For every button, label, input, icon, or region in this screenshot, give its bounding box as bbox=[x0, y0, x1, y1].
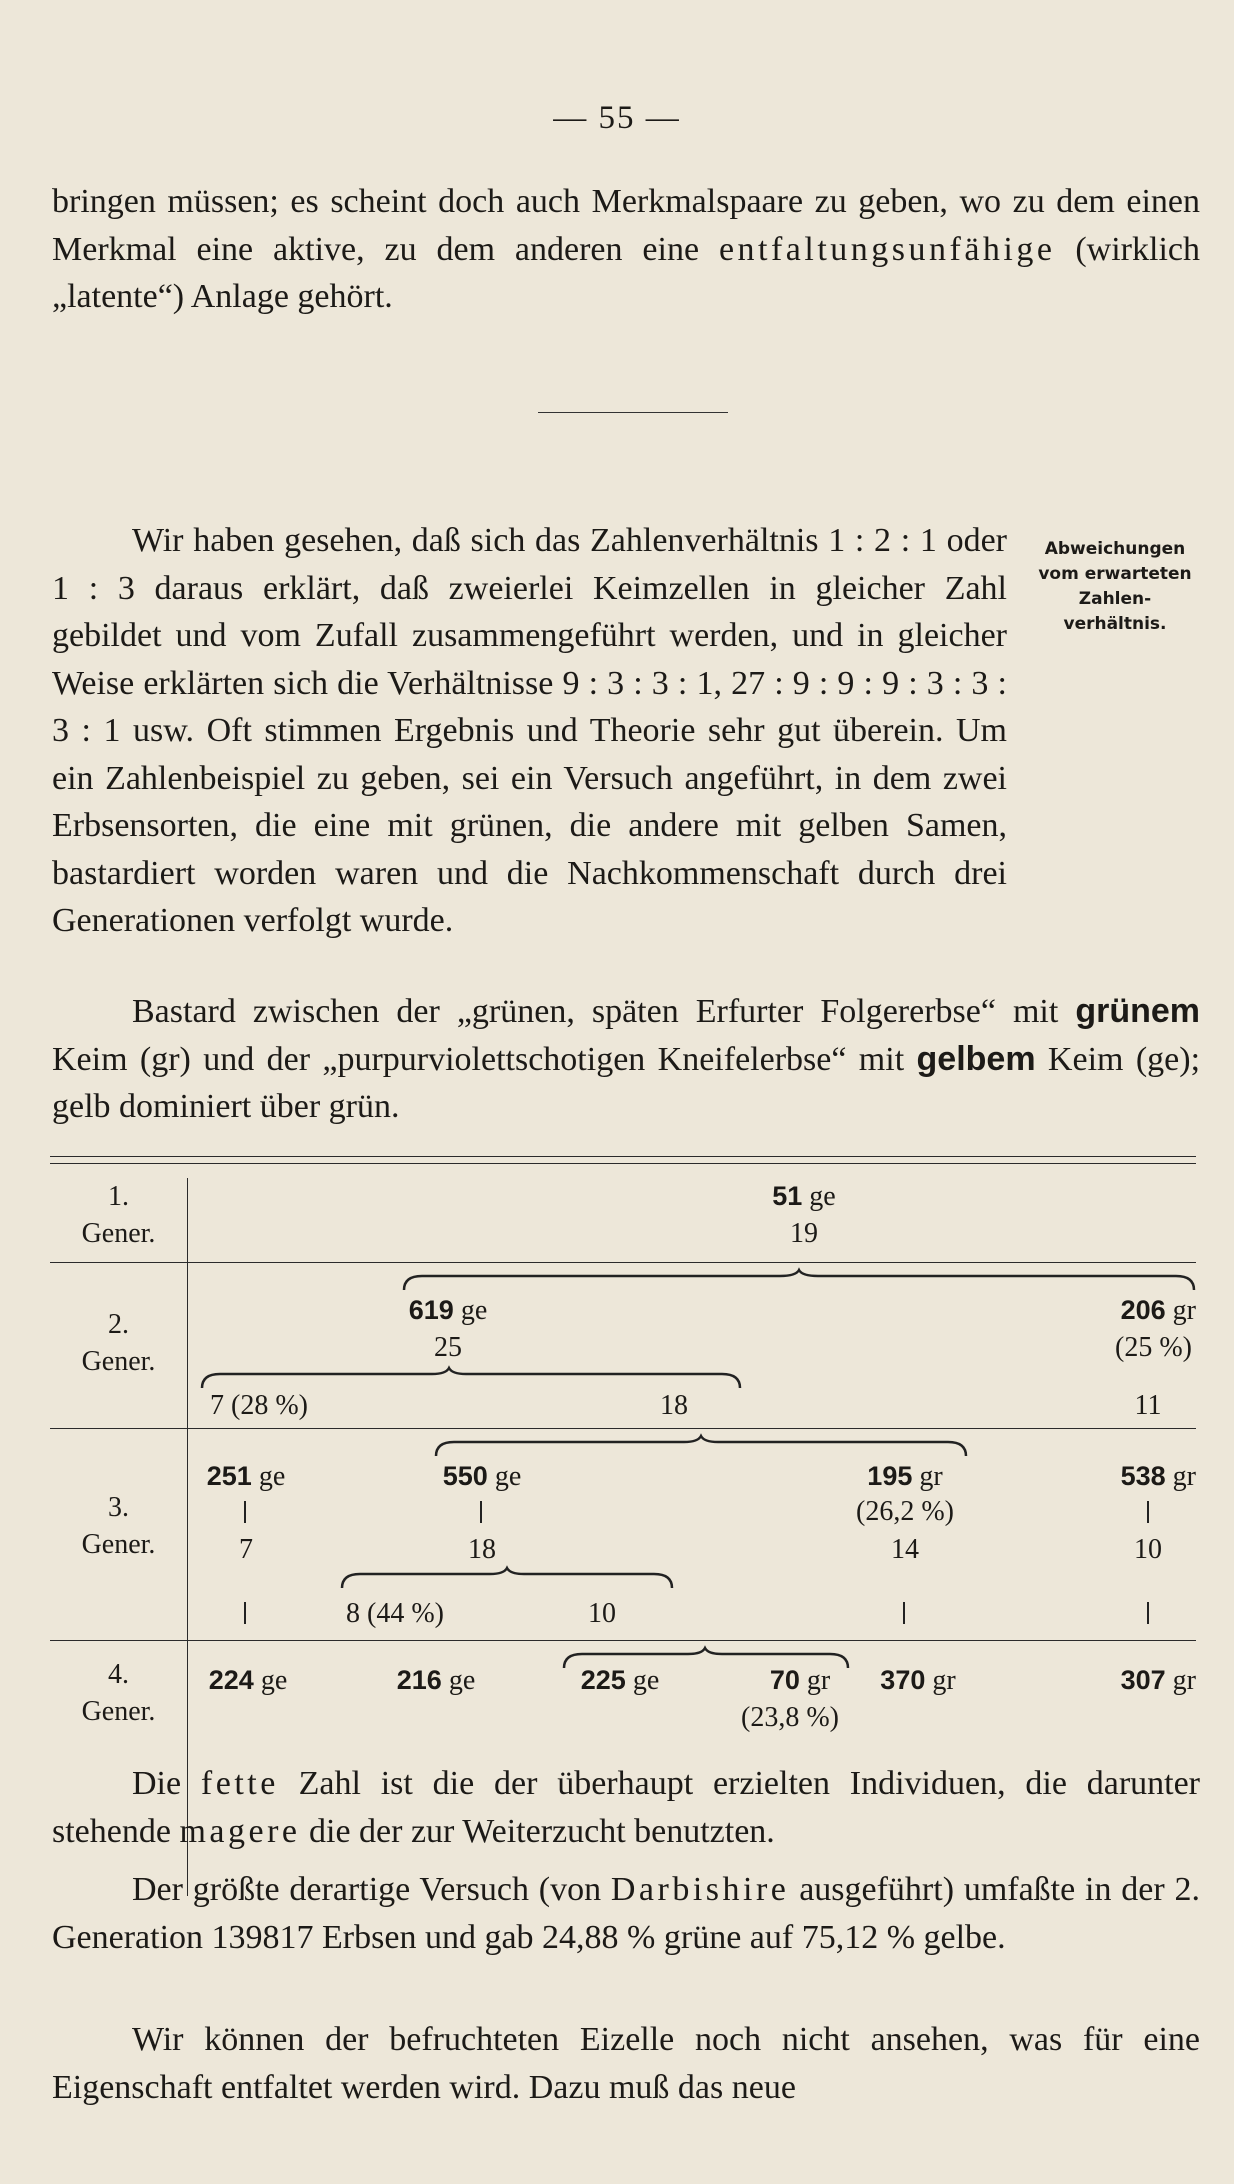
gen3-c3-used: 14 bbox=[891, 1534, 919, 1565]
gen2-gr-count: 206 gr bbox=[1120, 1295, 1196, 1326]
generation-table bbox=[50, 1156, 1196, 1741]
paragraph-legend: Die fette Zahl ist die der überhaupt erzielten Individuen, die darunter stehende magere die der zur Weiterzucht benutzten. bbox=[52, 1765, 1200, 1850]
paragraph-final: Wir können der befruchteten Eizelle noch nicht ansehen, was für eine Eigenschaft entfaltet werden wird. Dazu muß das neue bbox=[52, 2021, 1200, 2106]
gen2-ge-used: 25 bbox=[434, 1332, 462, 1363]
gen4-c2-count: 216 ge bbox=[396, 1665, 476, 1696]
section-divider bbox=[538, 412, 728, 413]
generation-label: 3. Gener. bbox=[81, 1492, 156, 1560]
gen3-c2-used: 18 bbox=[468, 1534, 496, 1565]
lineage-bar bbox=[1147, 1602, 1149, 1624]
bold-word: gelbem bbox=[916, 1039, 1036, 1078]
lineage-bar bbox=[244, 1602, 246, 1624]
lineage-bar bbox=[903, 1602, 905, 1624]
paragraph-ratios: Wir haben gesehen, daß sich das Zahlenverhältnis 1 : 2 : 1 oder 1 : 3 daraus erklärt, daß zweierlei Keimzellen in gleicher Zahl gebildet und vom Zufall zusammengeführt werden, und in gleicher Weise erklärten sich die Verhältnisse 9 : 3 : 3 : 1, 27 : 9 : 9 : 9 : 3 : 3 : 3 : 1 usw. Oft stimmen Ergebnis und Theorie sehr gut überein. Um ein Zahlenbeispiel zu geben, sei ein Versuch angeführt, in dem zwei Erbsensorten, die eine mit grünen, die andere mit gelben Samen, bastardiert worden waren und die Nachkommenschaft durch drei Generationen verfolgt wurde. bbox=[52, 522, 1007, 939]
gen4-c6-count: 307 gr bbox=[1120, 1665, 1196, 1696]
table-rule bbox=[50, 1163, 1196, 1164]
margin-note: Abweichungen vom erwarteten Zahlen- verhältnis. bbox=[1038, 539, 1192, 634]
paragraph-darbishire: Der größte derartige Versuch (von Darbishire ausgeführt) umfaßte in der 2. Generation 139817 Erbsen und gab 24,88 % grüne auf 75,12 % gelbe. bbox=[52, 1871, 1200, 1956]
gen2-gr-used: 11 bbox=[1134, 1390, 1162, 1421]
gen3-c4-count: 538 gr bbox=[1120, 1461, 1196, 1492]
gen4-c3-count: 225 ge bbox=[580, 1665, 660, 1696]
generation-label: 2. Gener. bbox=[81, 1309, 156, 1377]
gen2-sub-a: 7 (28 %) bbox=[210, 1390, 308, 1421]
gen2-brace bbox=[402, 1270, 1196, 1292]
gen3-c2-count: 550 ge bbox=[442, 1461, 522, 1492]
gen2-ge-count: 619 ge bbox=[408, 1295, 488, 1326]
lineage-bar bbox=[1147, 1501, 1149, 1523]
gen3-c4-used: 10 bbox=[1134, 1534, 1162, 1565]
table-rule bbox=[50, 1640, 1196, 1641]
gen4-c5-count: 370 gr bbox=[880, 1665, 956, 1696]
gen3-c3-percent: (26,2 %) bbox=[856, 1496, 954, 1527]
gen3-c1-count: 251 ge bbox=[206, 1461, 286, 1492]
gen4-c4-count: 70 gr bbox=[769, 1665, 831, 1696]
gen2-gr-percent: (25 %) bbox=[1115, 1332, 1192, 1363]
gen3-c3-count: 195 gr bbox=[867, 1461, 943, 1492]
gen4-c1-count: 224 ge bbox=[208, 1665, 288, 1696]
gen1-used: 19 bbox=[790, 1218, 818, 1249]
gen2-sub-b: 18 bbox=[660, 1390, 688, 1421]
table-rule bbox=[50, 1428, 1196, 1429]
gen3-sub-a: 8 (44 %) bbox=[346, 1598, 444, 1629]
paragraph-cross-description: Bastard zwischen der „grünen, späten Erfurter Folgererbse“ mit grünem Keim (gr) und der „purpurviolettschotigen Kneifelerbse“ mit gelbem Keim (ge); gelb dominiert über grün. bbox=[52, 992, 1201, 1125]
paragraph-continuation: bringen müssen; es scheint doch auch Merkmalspaare zu geben, wo zu dem einen Merkmal eine aktive, zu dem anderen eine entfaltungsunfähige (wirklich „latente“) Anlage gehört. bbox=[52, 183, 1200, 315]
gen3-brace bbox=[434, 1436, 970, 1458]
page-number: — 55 — bbox=[553, 100, 681, 136]
bold-word: grünem bbox=[1075, 992, 1200, 1030]
generation-label: 1. Gener. bbox=[81, 1181, 156, 1249]
spaced-word: entfaltungsunfähige bbox=[718, 230, 1056, 268]
lineage-bar bbox=[480, 1501, 482, 1523]
gen2-sub-brace bbox=[200, 1368, 744, 1390]
table-rule bbox=[50, 1156, 1196, 1157]
gen1-count: 51 ge bbox=[772, 1181, 836, 1212]
gen3-c1-used: 7 bbox=[239, 1534, 253, 1565]
generation-label: 4. Gener. bbox=[81, 1659, 156, 1727]
gen4-c4-percent: (23,8 %) bbox=[741, 1702, 839, 1733]
gen3-sub-brace bbox=[340, 1568, 676, 1590]
gen3-sub-b: 10 bbox=[588, 1598, 616, 1629]
table-rule bbox=[50, 1262, 1196, 1263]
lineage-bar bbox=[244, 1501, 246, 1523]
